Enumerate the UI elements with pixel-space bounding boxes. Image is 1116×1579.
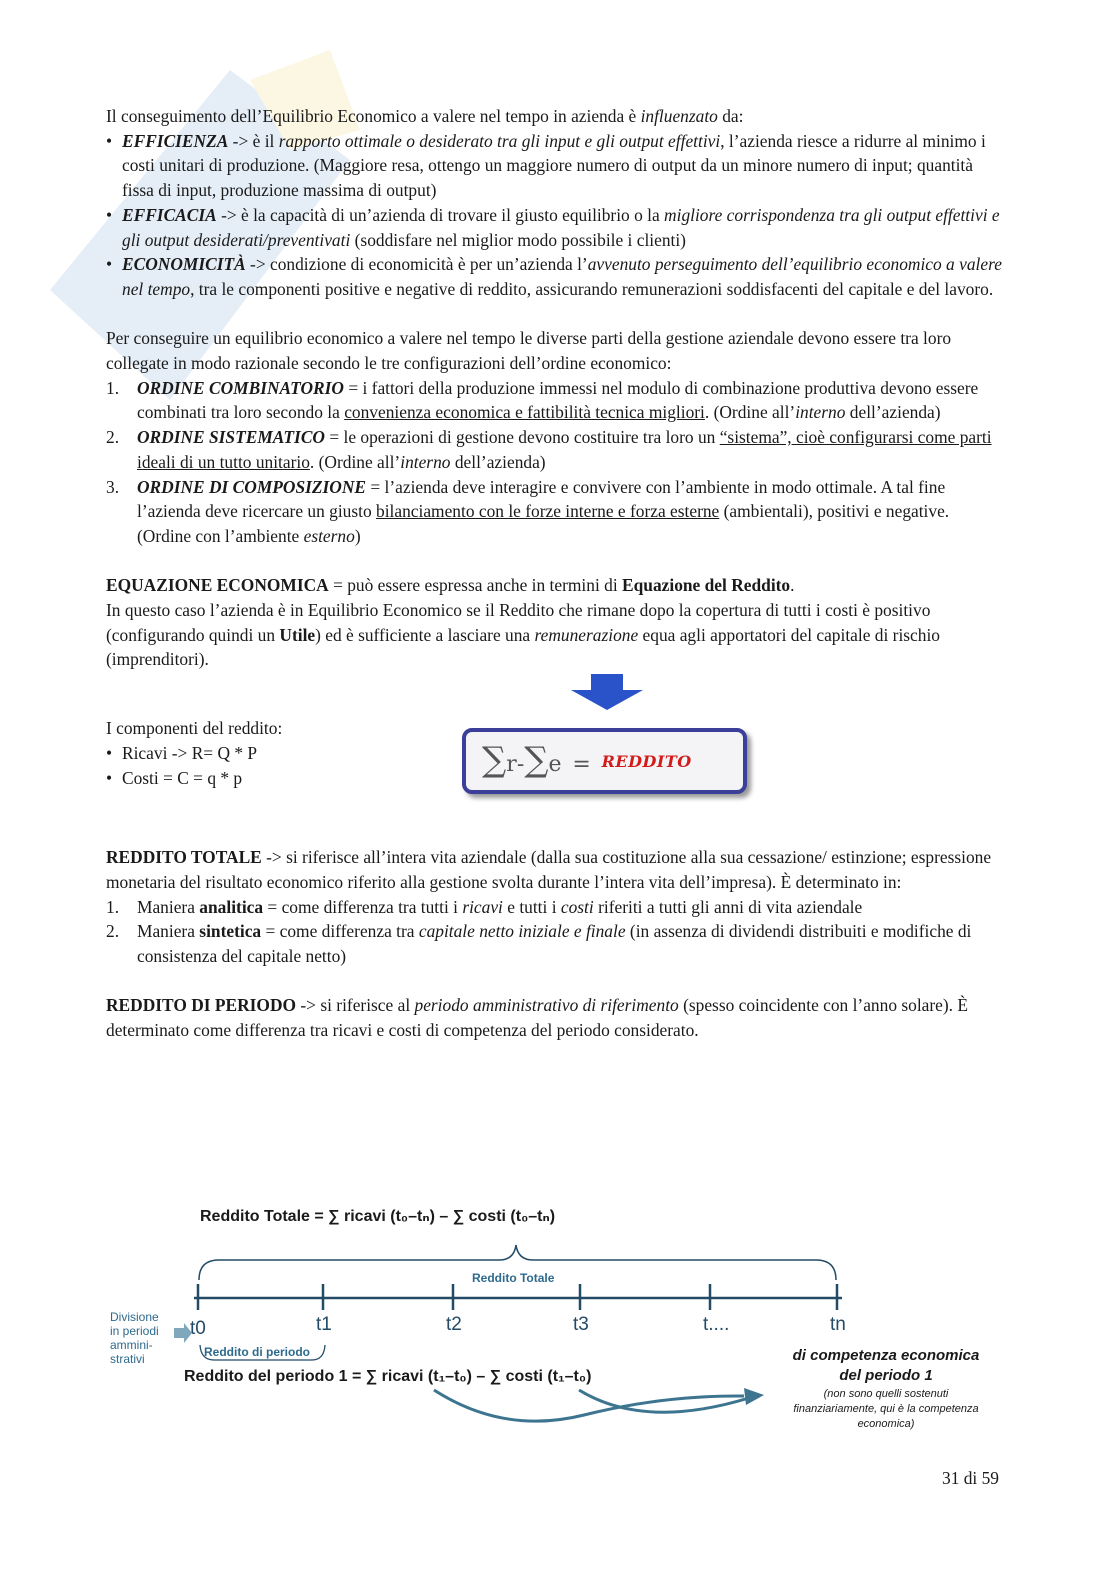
influences-list [106,129,1006,302]
list-item: • EFFICACIA -> è la capacità di un’azienda di trovare il giusto equilibrio o la migliore corrispondenza tra gli output effettivi e gli output desiderati/preventivati (soddisfare nel miglior modo possibile i clienti) [106,203,1006,252]
top-formula: Reddito Totale = ∑ ricavi (t₀–tₙ) – ∑ costi (t₀–tₙ) [200,1208,556,1225]
list-item: 2. Maniera sintetica = come differenza tra capitale netto iniziale e finale (in assenza di dividendi distribuiti e modifiche di consistenza del capitale netto) [106,921,972,966]
competenza-title: di competenza economica del periodo 1 [792,1347,980,1384]
reddito-formula: ∑r-∑e = REDDITO [482,740,692,781]
period-formula: Reddito del periodo 1 = ∑ ricavi (t₁–t₀) – ∑ costi (t₁–t₀) [184,1368,592,1385]
tick-label: t.... [703,1314,730,1335]
competenza-note: (non sono quelli sostenuti finanziariamente, qui è la competenza economica) [793,1388,979,1430]
tick-label: t3 [573,1314,589,1335]
list-item: • ECONOMICITÀ -> condizione di economicità è per un’azienda l’avvenuto perseguimento dell’equilibrio economico a valere nel tempo, tra le componenti positive e negative di reddito, assicurando remunerazioni soddisfacenti del capitale e del lavoro. [106,252,1006,301]
reddito-totale-list [106,895,1006,969]
arrow-head [744,1388,764,1405]
division-label: Divisione in periodi ammini- strativi [110,1310,159,1366]
list-item: 2. ORDINE SISTEMATICO = le operazioni di gestione devono costituire tra loro un “sistema”, cioè configurarsi come parti ideali di un tutto unitario. (Ordine all’interno dell’azienda) [106,427,992,472]
list-item: • EFFICIENZA -> è il rapporto ottimale o desiderato tra gli input e gli output effettivi, l’azienda riesce a ridurre al minimo i costi unitari di produzione. (Maggiore resa, ottengo un maggiore numero di output da un minore numero di input; quantità fissa di input, produzione massima di output) [106,129,1006,203]
componenti-row [106,672,1006,790]
componenti-reddito [106,716,282,790]
period-label: Reddito di periodo [204,1345,310,1359]
componenti-list [106,741,282,790]
componenti-title: I componenti del reddito: [106,718,283,739]
brace-label: Reddito Totale [472,1271,555,1285]
formula-box [462,728,747,794]
ordini-list [106,376,1006,549]
reddito-periodo-paragraph: REDDITO DI PERIODO -> si riferisce al periodo amministrativo di riferimento (spesso coincidente con l’anno solare). È determinato come differenza tra ricavi e costi di competenza del periodo considerato. [106,995,968,1041]
document-body [106,104,1006,1043]
tick-label: t1 [316,1314,332,1335]
tick-label: t2 [446,1314,462,1335]
page-number: 31 di 59 [942,1468,1000,1488]
tick-label: tn [830,1314,846,1335]
reddito-totale-paragraph: REDDITO TOTALE -> si riferisce all’intera vita aziendale (dalla sua costituzione alla sua cessazione/ estinzione; espressione monetaria del risultato economico riferito alla gestione svolta durante l’intera vita dell’impresa). È determinato in: [106,847,992,892]
ordini-intro: Per conseguire un equilibrio economico a valere nel tempo le diverse parti della gestione aziendale devono essere tra loro collegate in modo razionale secondo le tre configurazioni dell’ordine economico: [106,328,952,374]
intro-paragraph: Il conseguimento dell’Equilibrio Economico a valere nel tempo in azienda è influenzato da: [106,106,744,126]
list-item: 1. Maniera analitica = come differenza tra tutti i ricavi e tutti i costi riferiti a tutti gli anni di vita aziendale [106,896,863,917]
list-item: • Costi = C = q * p [106,766,282,791]
list-item: 1. ORDINE COMBINATORIO = i fattori della produzione immessi nel modulo di combinazione produttiva devono essere combinati tra loro secondo la convenienza economica e fattibilità tecnica migliori. (Ordine all’interno dell’azienda) [106,377,979,423]
tick-label: t0 [190,1318,206,1339]
equazione-paragraph: EQUAZIONE ECONOMICA = può essere espressa anche in termini di Equazione del Reddito. In questo caso l’azienda è in Equilibrio Economico se il Reddito che rimane dopo la copertura di tutti i costi è positivo (configurando quindi un Utile) ed è sufficiente a lasciare una remunerazione equa agli apportatori del capitale di rischio (imprenditori). [106,575,940,670]
list-item: 3. ORDINE DI COMPOSIZIONE = l’azienda deve interagire e convivere con l’ambiente in modo ottimale. A tal fine l’azienda deve ricercare un giusto bilanciamento con le forze interne e forza esterne (ambientali), positivi e negative. (Ordine con l’ambiente esterno) [106,476,950,546]
reddito-timeline-diagram [104,1190,1014,1440]
list-item: • Ricavi -> R= Q * P [106,741,282,766]
down-arrow-icon [571,674,643,710]
